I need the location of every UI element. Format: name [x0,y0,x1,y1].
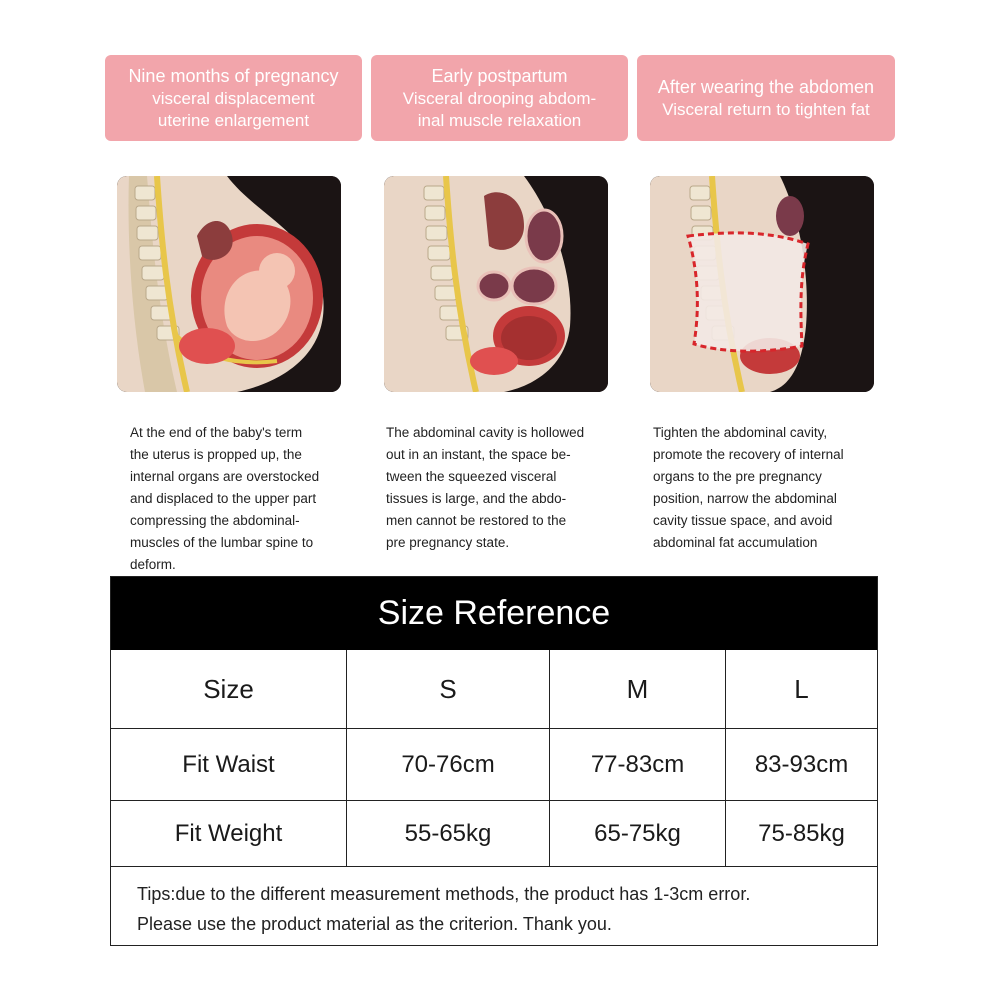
panel-description: At the end of the baby's term the uterus is propped up, the internal organs are overstocked and displaced to the upper part compressing the abdominal- muscles of the lumbar spine to deform. [130,425,320,572]
table-cell: 70-76cm [347,729,550,800]
pregnancy-anatomy-image [117,176,341,392]
table-header-cell: Size [111,650,347,728]
table-row [111,800,877,866]
tips-line: Tips:due to the different measurement methods, the product has 1-3cm error. [137,884,751,904]
table-cell: 77-83cm [550,729,726,800]
panel-description: The abdominal cavity is hollowed out in an instant, the space be- tween the squeezed visceral tissues is large, and the abdo- men cannot be restored to the pre pregnancy state. [386,425,585,550]
table-cell: 65-75kg [550,801,726,866]
header-line: Visceral drooping abdom- [402,89,597,108]
header-line: uterine enlargement [157,111,310,130]
table-cell: 55-65kg [347,801,550,866]
size-reference-table [110,576,878,946]
table-header-cell: S [347,650,550,728]
table-cell: Fit Weight [111,801,347,866]
header-box-after-wearing [637,55,895,141]
header-line: Early postpartum [431,66,568,86]
header-box-postpartum [371,55,628,141]
header-line: visceral displacement [152,89,315,108]
header-line: After wearing the abdomen [657,77,875,97]
after-wearing-anatomy-image [650,176,874,392]
table-row [111,728,877,800]
header-line: inal muscle relaxation [417,111,582,130]
table-cell: 83-93cm [754,750,849,778]
table-header-row [111,650,877,728]
table-header-cell: L [794,673,809,704]
header-box-pregnancy [105,55,362,141]
header-line: Nine months of pregnancy [128,66,339,86]
size-table-title: Size Reference [111,577,877,650]
table-cell: 75-85kg [758,819,845,847]
panel-description: Tighten the abdominal cavity, promote the recovery of internal organs to the pre pregnancy position, narrow the abdominal cavity tissue space, and avoid abdominal fat accumulation [653,425,844,550]
size-tips [111,866,877,946]
table-cell: Fit Waist [111,729,347,800]
header-line: Visceral return to tighten fat [662,100,870,119]
postpartum-anatomy-image [384,176,608,392]
table-header-cell: M [550,650,726,728]
tips-line: Please use the product material as the criterion. Thank you. [137,914,612,934]
